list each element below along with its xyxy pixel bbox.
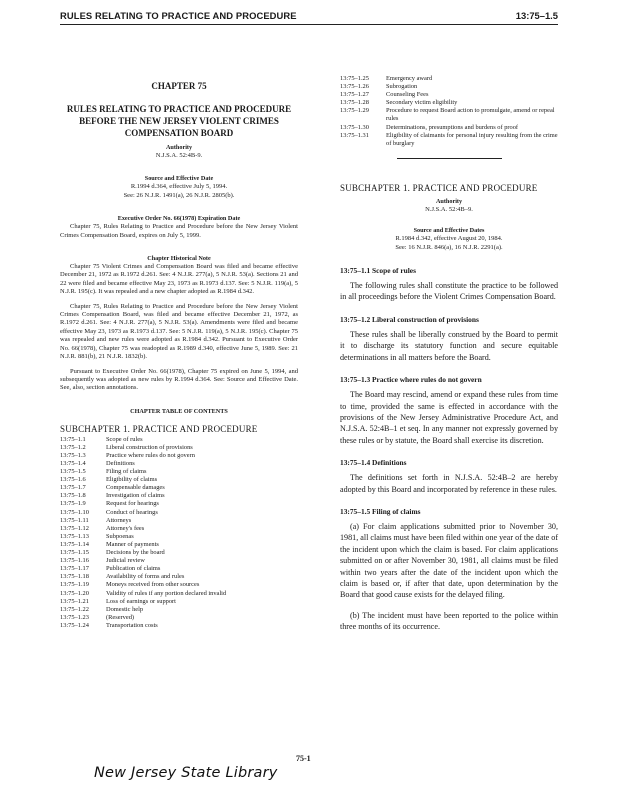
toc-section-title: Decisions by the board: [106, 549, 165, 557]
toc-section-number: 13:75–1.15: [60, 549, 89, 557]
toc-section-title: Emergency award: [386, 75, 433, 82]
chapter-title: [60, 103, 298, 139]
history-paragraph: Chapter 75, Rules Relating to Practice and Procedure before the New Jersey Violent Crimes Compensation Board, was filed and became effective December 21, 1972, as R.1972 d.261. See: 4 N.J.R. 277(a), 5 N.J.R. 53(a). Amendments were filed and became effective May 23, 1973 as R.1973 d.137. See: 5 N.J.R. 119(a), 5 N.J.R. 195(c). Chapter 75 was repealed and new rules were adopted as R.1984 d.342. Pursuant to Executive Order No. 66(1978), Chapter 75 was readopted as R.1989 d.340, effective June 5, 1989. See: 21 N.J.R. 881(b), 21 N.J.R. 1832(b).: [60, 302, 298, 361]
toc-section-title: Domestic help: [106, 605, 144, 613]
toc-row: [60, 492, 298, 500]
chapter-number: CHAPTER 75: [151, 81, 207, 91]
toc-section-title: Transportation costs: [106, 621, 158, 629]
toc-section-number: 13:75–1.20: [60, 589, 89, 597]
toc-row: [60, 614, 298, 622]
toc-section-number: 13:75–1.25: [340, 75, 369, 82]
toc-row: [60, 452, 298, 460]
authority-heading: Authority: [435, 197, 463, 205]
library-watermark: [94, 765, 278, 781]
toc-section-number: 13:75–1.24: [60, 621, 89, 629]
library-logo-text: New Jersey State Library: [94, 765, 278, 781]
toc-section-title: Conduct of hearings: [106, 508, 158, 516]
eo-text: Chapter 75, Rules Relating to Practice and Procedure before the New Jersey Violent Crimes Compensation Board, expires on July 5, 1999.: [60, 223, 298, 239]
page-number: 75-1: [296, 754, 311, 763]
toc-section-title: Compensable damages: [106, 484, 165, 492]
right-column: [340, 75, 558, 633]
source-line: See: 16 N.J.R. 846(a), 16 N.J.R. 2291(a).: [395, 243, 503, 251]
toc-section-number: 13:75–1.13: [60, 532, 89, 540]
toc-section-title: Validity of rules if any portion declared invalid: [106, 589, 227, 597]
toc-row: [60, 509, 298, 517]
toc-section-title: Publication of claims: [106, 565, 161, 573]
toc-row: [340, 132, 558, 148]
toc-row: [60, 565, 298, 573]
section-heading: 13:75–1.5 Filing of claims: [340, 506, 421, 516]
chapter-title-line: RULES RELATING TO PRACTICE AND PROCEDURE: [66, 104, 292, 114]
toc-row: [340, 91, 558, 99]
section-paragraph: The definitions set forth in N.J.S.A. 52:4B–2 are hereby adopted by this Board and incorporated by reference in these rules.: [340, 473, 558, 494]
subchapter-heading: SUBCHAPTER 1. PRACTICE AND PROCEDURE: [340, 182, 538, 193]
section-paragraph: (a) For claim applications submitted prior to November 30, 1981, all claims must have been filed within one year of the date of the incident upon which the claim is based. For claim applications submitted on or after November 30, 1981, all claims must be filed within two years after the date of the incident upon which the claim is based or, if after that date, upon determination by the Board that good cause exists for the delayed filing.: [340, 521, 559, 600]
running-header: [60, 8, 558, 25]
toc-row: [60, 460, 298, 468]
toc-section-number: 13:75–1.29: [340, 107, 369, 115]
toc-section-number: 13:75–1.3: [60, 451, 86, 459]
toc-row: [340, 124, 558, 132]
toc-section-title: Subrogation: [386, 83, 418, 91]
source-line: R.1994 d.364, effective July 5, 1994.: [130, 183, 228, 191]
toc-section-title: Liberal construction of provisions: [106, 443, 193, 451]
toc-subchapter: SUBCHAPTER 1. PRACTICE AND PROCEDURE: [60, 423, 258, 434]
section-heading: 13:75–1.3 Practice where rules do not govern: [340, 375, 482, 385]
source-heading: Source and Effective Dates: [413, 227, 485, 235]
toc-section-number: 13:75–1.4: [60, 460, 86, 467]
toc-row: [60, 541, 298, 549]
toc-section-title: Moneys received from other sources: [106, 581, 200, 589]
divider: [397, 158, 502, 159]
toc-section-number: 13:75–1.9: [60, 500, 86, 508]
toc-section-number: 13:75–1.2: [60, 443, 86, 451]
toc-section-title: Counseling Fees: [386, 91, 429, 99]
toc-row: [340, 83, 558, 91]
toc-section-title: Loss of earnings or support: [106, 597, 176, 605]
toc-section-title: Investigation of claims: [106, 492, 165, 500]
section-heading: 13:75–1.1 Scope of rules: [340, 266, 416, 276]
toc-section-number: 13:75–1.28: [340, 99, 369, 107]
section-paragraph: These rules shall be liberally construed by the Board to permit it to discharge its statutory function and secure equitable determinations in all matters before the Board.: [340, 329, 558, 362]
toc-section-number: 13:75–1.21: [60, 597, 89, 605]
toc-section-number: 13:75–1.30: [340, 123, 369, 131]
toc-section-title: Availability of forms and rules: [106, 573, 185, 581]
toc-section-number: 13:75–1.18: [60, 573, 89, 581]
toc-row: [60, 476, 298, 484]
toc-row: [60, 590, 298, 598]
authority-heading: Authority: [165, 144, 193, 151]
toc-section-number: 13:75–1.17: [60, 565, 89, 573]
toc-row: [60, 606, 298, 614]
toc-section-number: 13:75–1.6: [60, 476, 86, 484]
toc-section-title: Request for hearings: [106, 500, 159, 508]
toc-row: [60, 533, 298, 541]
toc-section-title: Practice where rules do not govern: [106, 451, 195, 459]
toc-section-title: Definitions: [106, 460, 135, 467]
toc-row: [60, 557, 298, 565]
toc-row: [340, 75, 558, 83]
toc-section-title: Filing of claims: [106, 468, 147, 476]
toc-row: [60, 573, 298, 581]
toc-row: [60, 549, 298, 557]
header-title: RULES RELATING TO PRACTICE AND PROCEDURE: [60, 10, 297, 21]
source-heading: Source and Effective Date: [144, 175, 214, 183]
toc-row: [60, 468, 298, 476]
section-paragraph: (b) The incident must have been reported to the police within three months of its occurrence.: [340, 610, 558, 632]
toc-section-number: 13:75–1.26: [340, 83, 369, 91]
toc-section-number: 13:75–1.1: [60, 435, 86, 443]
toc-row: [60, 436, 298, 444]
toc-section-number: 13:75–1.31: [340, 131, 369, 139]
eo-heading: Executive Order No. 66(1978) Expiration Date: [117, 215, 241, 223]
authority-text: N.J.S.A. 52:4B–9.: [425, 205, 473, 213]
toc-section-title: Subpoenas: [106, 532, 134, 540]
toc-section-number: 13:75–1.19: [60, 581, 89, 589]
toc-section-number: 13:75–1.5: [60, 468, 86, 476]
history-paragraph: Pursuant to Executive Order No. 66(1978), Chapter 75 expired on June 5, 1994, and subsequently was adopted as new rules by R.1994 d.364. See: Source and Effective Date. See, also, section annotations.: [60, 367, 298, 392]
toc-row: [60, 500, 298, 508]
toc-section-number: 13:75–1.12: [60, 524, 89, 532]
toc-section-title: Secondary victim eligibility: [386, 99, 458, 107]
history-paragraph: Chapter 75 Violent Crimes and Compensation Board was filed and became effective December 21, 1972 as R.1972 d.261. See: 4 N.J.R. 277(a), 5 N.J.R. 53(a). Sections 21 and 22 were filed and became effective May 23, 1973 as R.1973 d.137. See: 5 N.J.R. 119(a), 5 N.J.R. 195(c). It was repealed and a new chapter adopted as R.1984 d.342.: [60, 263, 298, 296]
toc-row: [60, 598, 298, 606]
section-paragraph: The following rules shall constitute the practice to be followed in all proceedings before the Violent Crimes Compensation Board.: [340, 281, 558, 302]
toc-section-title: Procedure to request Board action to promulgate, amend or repeal rules: [386, 107, 555, 123]
toc-section-title: Eligibility of claimants for personal injury resulting from the crime of burglary: [386, 131, 558, 147]
toc-section-title: Judicial review: [106, 557, 145, 565]
source-line: See: 26 N.J.R. 1491(a), 26 N.J.R. 2805(b).: [123, 191, 235, 199]
header-section: 13:75–1.5: [515, 10, 558, 21]
toc-row: [60, 517, 298, 525]
toc-row: [60, 444, 298, 452]
toc-row: [340, 107, 558, 123]
toc-row: [60, 622, 298, 630]
toc-section-title: Scope of rules: [106, 435, 143, 443]
toc-section-title: (Reserved): [106, 613, 135, 621]
toc-section-title: Manner of payments: [106, 540, 159, 548]
toc-table-left: [60, 436, 298, 630]
toc-section-number: 13:75–1.11: [60, 516, 89, 524]
toc-row: [60, 484, 298, 492]
toc-row: [60, 581, 298, 589]
toc-row: [340, 99, 558, 107]
section-heading: 13:75–1.4 Definitions: [340, 458, 407, 468]
toc-section-number: 13:75–1.27: [340, 91, 369, 99]
toc-section-number: 13:75–1.10: [60, 508, 89, 516]
toc-section-title: Determinations, presumptions and burdens of proof: [386, 123, 519, 131]
toc-section-number: 13:75–1.23: [60, 613, 89, 621]
authority-text: N.J.S.A. 52:4B-9.: [155, 152, 203, 159]
toc-section-title: Attorney's fees: [106, 524, 145, 532]
section-paragraph: The Board may rescind, amend or expand these rules from time to time, provided the same is effected in accordance with the provisions of the New Jersey Administrative Procedure Act, and N.J.S.A. 52:4B–1 et seq. In any manner not expressly governed by these rules or by statute, the Board shall exercise its discretion.: [340, 390, 558, 445]
toc-section-number: 13:75–1.7: [60, 484, 86, 492]
chapter-title-line: COMPENSATION BOARD: [124, 128, 234, 138]
toc-section-title: Attorneys: [106, 516, 132, 524]
left-column: [60, 75, 298, 630]
toc-row: [60, 525, 298, 533]
toc-section-number: 13:75–1.14: [60, 540, 89, 548]
chapter-title-line: BEFORE THE NEW JERSEY VIOLENT CRIMES: [79, 116, 279, 126]
toc-section-number: 13:75–1.22: [60, 605, 89, 613]
toc-table-right: [340, 75, 558, 148]
section-heading: 13:75–1.2 Liberal construction of provisions: [340, 314, 479, 324]
source-line: R.1984 d.342, effective August 20, 1984.: [395, 235, 503, 243]
toc-section-number: 13:75–1.8: [60, 492, 86, 500]
history-heading: Chapter Historical Note: [147, 255, 211, 263]
toc-heading: CHAPTER TABLE OF CONTENTS: [130, 407, 228, 415]
rule-sections: [340, 266, 558, 633]
toc-section-number: 13:75–1.16: [60, 557, 89, 565]
toc-section-title: Eligibility of claims: [106, 476, 158, 484]
